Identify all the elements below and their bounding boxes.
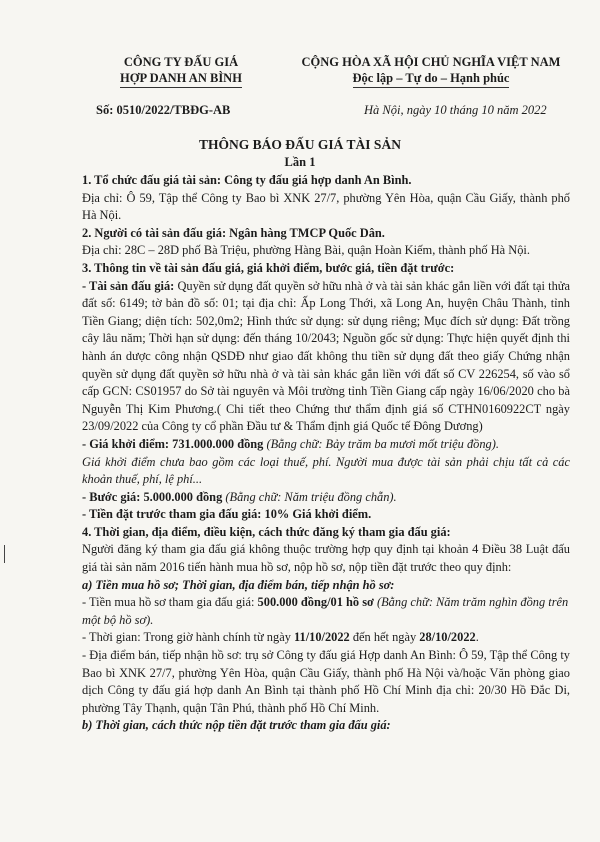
bid-step-label: - Bước giá: 5.000.000 đồng bbox=[82, 489, 223, 504]
dossier-fee-prefix: - Tiền mua hồ sơ tham gia đấu giá: bbox=[82, 595, 258, 610]
document-number: Số: 0510/2022/TBĐG-AB bbox=[96, 103, 231, 117]
asset-text: Quyền sử dụng đất quyền sở hữu nhà ở và tài sản khác gắn liền với đất tại thửa đất số: 6149; tờ bản đồ số: 01; tại địa chỉ: Ấp Long Thới, xã Long An, huyện Châu Thành, tỉnh Tiền Giang; diện tích: 502,0m2; Hình thức sử dụng: sử dụng riêng; Mục đích sử dụng: Đất trồng cây lâu năm; Thời hạn sử dụng: đến tháng 10/2043; Nguồn gốc sử dụng: Thực hiện quyết định thi hành án dược công nhận QSDĐ như giao đất không thu tiền sử dụng đất theo giấy Chứng nhận quyền sử dụng đất quyền sở hữu nhà ở và tài sản khác gắn liền với đất số CV 226254, số vào sổ cấp GCN: CS01957 do Sở tài nguyên và Môi trường tỉnh Tiền Giang cấp ngày 16/06/2020 cho bà Nguyễn Thị Kim Phương.( Chi tiết theo Chứng thư thẩm định giá số CTHN0160922CT ngày 23/09/2022 của Công ty cổ phần Đầu tư & Thẩm định giá Quốc tế Đông Dương) bbox=[82, 278, 570, 434]
start-price-label: - Giá khởi điểm: 731.000.000 đồng bbox=[82, 436, 264, 451]
sale-time-to: 28/10/2022 bbox=[419, 630, 476, 645]
sale-time-prefix: - Thời gian: Trong giờ hành chính từ ngày bbox=[82, 630, 294, 645]
document-subtitle: Lần 1 bbox=[284, 155, 316, 169]
section-3-heading: 3. Thông tin về tài sản đấu giá, giá khởi điểm, bước giá, tiền đặt trước: bbox=[82, 260, 455, 275]
section-1-heading: 1. Tổ chức đấu giá tài sản: Công ty đấu giá hợp danh An Bình. bbox=[82, 173, 412, 187]
issuer-name-line1: CÔNG TY ĐẤU GIÁ bbox=[123, 55, 239, 69]
document-body bbox=[82, 172, 570, 735]
asset-label: - Tài sản đấu giá: bbox=[82, 278, 175, 293]
deposit: - Tiền đặt trước tham gia đấu giá: 10% Giá khởi điểm. bbox=[82, 507, 372, 522]
document-title: THÔNG BÁO ĐẤU GIÁ TÀI SẢN bbox=[199, 137, 401, 152]
section-1-address: Địa chỉ: Ô 59, Tập thể Công ty Bao bì XNK 27/7, phường Yên Hòa, quận Cầu Giấy, thành phố Hà Nội. bbox=[82, 190, 570, 223]
section-4-heading: 4. Thời gian, địa điểm, điều kiện, cách thức đăng ký tham gia đấu giá: bbox=[82, 524, 451, 539]
subsection-b-heading: b) Thời gian, cách thức nộp tiền đặt trước tham gia đấu giá: bbox=[82, 718, 391, 733]
section-2-heading: 2. Người có tài sản đấu giá: Ngân hàng TMCP Quốc Dân. bbox=[82, 225, 385, 240]
section-4-intro: Người đăng ký tham gia đấu giá không thuộc trường hợp quy định tại khoản 4 Điều 38 Luật đấu giá tài sản năm 2016 tiến hành mua hồ sơ, nộp hồ sơ, nộp tiền đặt trước theo quy định: bbox=[82, 542, 570, 575]
start-price-note: Giá khởi điểm chưa bao gồm các loại thuế, phí. Người mua được tài sản phải chịu tất cả các khoản thuế, phí, lệ phí... bbox=[82, 454, 570, 487]
bid-step-words: (Bằng chữ: Năm triệu đồng chẵn). bbox=[222, 489, 397, 504]
dossier-fee-words: (Bằng chữ: Năm trăm nghìn đồng trên một bộ hồ sơ). bbox=[82, 595, 569, 627]
national-header bbox=[296, 54, 566, 88]
subsection-a-heading: a) Tiền mua hồ sơ; Thời gian, địa điểm bán, tiếp nhận hồ sơ: bbox=[82, 577, 395, 592]
issuer-name-line2: HỢP DANH AN BÌNH bbox=[120, 70, 242, 88]
bid-step bbox=[82, 489, 570, 507]
section-2-address: Địa chỉ: 28C – 28D phố Bà Triệu, phường Hàng Bài, quận Hoàn Kiếm, thành phố Hà Nội. bbox=[82, 243, 530, 258]
sale-time bbox=[82, 629, 570, 647]
sale-time-from: 11/10/2022 bbox=[293, 630, 350, 645]
margin-mark bbox=[4, 545, 14, 563]
sale-time-mid: đến hết ngày bbox=[349, 630, 420, 645]
start-price bbox=[82, 436, 570, 454]
sale-location: - Địa điểm bán, tiếp nhận hồ sơ: trụ sở Công ty đấu giá Hợp danh An Bình: Ô 59, Tập thể Công ty Bao bì XNK 27/7, phường Yên Hòa, quận Cầu Giấy, thành phố Hà Nội và/hoặc Văn phòng giao dịch Công ty đấu giá hợp danh An Bình tại thành phố Hồ Chí Minh địa chỉ: 20/30 Hồ Đắc Di, phường Tây Thạnh, quận Tân Phú, thành phố Hồ Chí Minh. bbox=[82, 648, 570, 715]
start-price-words: (Bằng chữ: Bảy trăm ba mươi mốt triệu đồng). bbox=[263, 436, 499, 451]
national-motto: Độc lập – Tự do – Hạnh phúc bbox=[353, 70, 510, 88]
place-date: Hà Nội, ngày 10 tháng 10 năm 2022 bbox=[364, 103, 547, 117]
nation-name: CỘNG HÒA XÃ HỘI CHỦ NGHĨA VIỆT NAM bbox=[301, 55, 561, 69]
dossier-fee bbox=[82, 594, 570, 629]
dossier-fee-value: 500.000 đồng/01 hồ sơ bbox=[257, 595, 374, 610]
asset-description bbox=[82, 278, 570, 436]
issuer-block bbox=[96, 54, 266, 88]
sale-time-end: . bbox=[475, 630, 479, 645]
